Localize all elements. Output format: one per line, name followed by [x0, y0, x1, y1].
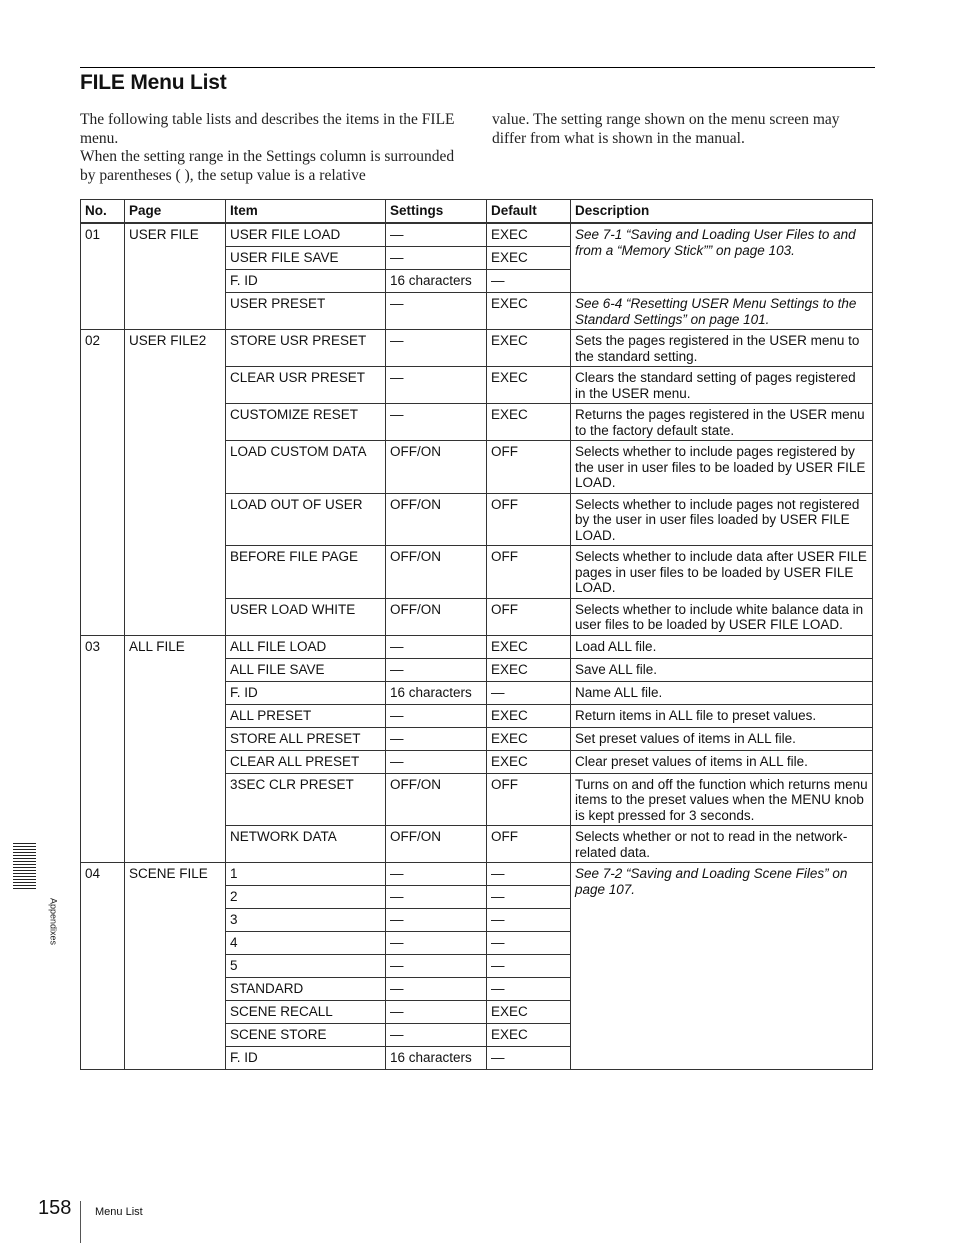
cell-item: 5 [226, 955, 386, 978]
table-row [81, 223, 873, 247]
file-menu-table [80, 199, 873, 1070]
cell-description: Selects whether to include white balance data in user files to be loaded by USER FILE LOAD. [571, 598, 873, 635]
cell-description: Sets the pages registered in the USER menu to the standard setting. [571, 330, 873, 367]
page-title: FILE Menu List [80, 71, 227, 94]
cell-description: Load ALL file. [571, 635, 873, 658]
cell-default: OFF [487, 493, 571, 546]
cell-settings: — [386, 367, 487, 404]
cell-default: OFF [487, 826, 571, 863]
header-description: Description [571, 200, 873, 224]
cell-default: OFF [487, 773, 571, 826]
cell-item: STORE ALL PRESET [226, 727, 386, 750]
cell-no: 02 [81, 330, 125, 636]
cell-settings: — [386, 330, 487, 367]
cell-item: LOAD CUSTOM DATA [226, 441, 386, 494]
cell-default: EXEC [487, 247, 571, 270]
cell-default: OFF [487, 546, 571, 599]
cell-description: Set preset values of items in ALL file. [571, 727, 873, 750]
cell-item: 3SEC CLR PRESET [226, 773, 386, 826]
cell-settings: 16 characters [386, 270, 487, 293]
cell-page: ALL FILE [125, 635, 226, 863]
cell-item: USER LOAD WHITE [226, 598, 386, 635]
cell-description: Name ALL file. [571, 681, 873, 704]
cell-description: Selects whether to include pages registered by the user in user files to be loaded by USER FILE LOAD. [571, 441, 873, 494]
cell-description: Turns on and off the function which returns menu items to the preset values when the MENU knob is kept pressed for 3 seconds. [571, 773, 873, 826]
header-no: No. [81, 200, 125, 224]
cell-default: — [487, 955, 571, 978]
cell-settings: — [386, 863, 487, 886]
cell-description-reference: See 7-1 “Saving and Loading User Files to and from a “Memory Stick”” on page 103. [571, 223, 873, 293]
header-default: Default [487, 200, 571, 224]
cell-default: — [487, 1047, 571, 1070]
cell-settings: — [386, 1001, 487, 1024]
table-row [81, 330, 873, 367]
cell-no: 03 [81, 635, 125, 863]
cell-description-reference: See 6-4 “Resetting USER Menu Settings to the Standard Settings” on page 101. [571, 293, 873, 330]
cell-item: ALL FILE SAVE [226, 658, 386, 681]
header-page: Page [125, 200, 226, 224]
cell-settings: — [386, 727, 487, 750]
cell-default: EXEC [487, 704, 571, 727]
cell-settings: — [386, 909, 487, 932]
cell-description: Return items in ALL file to preset values. [571, 704, 873, 727]
intro-paragraph: When the setting range in the Settings column is surrounded by parentheses ( ), the setup value is a relative [80, 148, 455, 184]
cell-item: CLEAR USR PRESET [226, 367, 386, 404]
header-settings: Settings [386, 200, 487, 224]
cell-default: — [487, 978, 571, 1001]
cell-settings: OFF/ON [386, 441, 487, 494]
cell-item: 2 [226, 886, 386, 909]
cell-item: SCENE RECALL [226, 1001, 386, 1024]
intro-left-column [80, 111, 470, 185]
cell-description-reference: See 7-2 “Saving and Loading Scene Files” on page 107. [571, 863, 873, 1070]
cell-default: EXEC [487, 330, 571, 367]
cell-settings: — [386, 293, 487, 330]
cell-item: F. ID [226, 681, 386, 704]
cell-page: USER FILE [125, 223, 226, 330]
cell-settings: — [386, 658, 487, 681]
cell-default: EXEC [487, 1024, 571, 1047]
cell-settings: — [386, 1024, 487, 1047]
cell-default: EXEC [487, 367, 571, 404]
cell-description: Clear preset values of items in ALL file. [571, 750, 873, 773]
table-header-row [81, 200, 873, 224]
cell-item: STORE USR PRESET [226, 330, 386, 367]
section-tab-marker [13, 843, 36, 889]
cell-settings: — [386, 886, 487, 909]
cell-item: F. ID [226, 1047, 386, 1070]
cell-default: OFF [487, 598, 571, 635]
cell-default: — [487, 681, 571, 704]
cell-item: STANDARD [226, 978, 386, 1001]
cell-default: EXEC [487, 1001, 571, 1024]
cell-description: Selects whether to include pages not registered by the user in user files loaded by USER FILE LOAD. [571, 493, 873, 546]
cell-default: — [487, 909, 571, 932]
cell-default: — [487, 863, 571, 886]
cell-description: Returns the pages registered in the USER menu to the factory default state. [571, 404, 873, 441]
cell-settings: — [386, 750, 487, 773]
cell-item: CLEAR ALL PRESET [226, 750, 386, 773]
cell-settings: OFF/ON [386, 826, 487, 863]
cell-description: Selects whether or not to read in the network-related data. [571, 826, 873, 863]
cell-no: 01 [81, 223, 125, 330]
cell-default: OFF [487, 441, 571, 494]
cell-page: USER FILE2 [125, 330, 226, 636]
cell-default: EXEC [487, 750, 571, 773]
table-body [81, 223, 873, 1070]
footer-divider [80, 1201, 81, 1243]
cell-settings: OFF/ON [386, 546, 487, 599]
cell-settings: — [386, 978, 487, 1001]
cell-no: 04 [81, 863, 125, 1070]
cell-settings: — [386, 223, 487, 247]
cell-settings: 16 characters [386, 1047, 487, 1070]
cell-item: USER FILE LOAD [226, 223, 386, 247]
cell-default: EXEC [487, 293, 571, 330]
cell-settings: — [386, 247, 487, 270]
cell-item: 4 [226, 932, 386, 955]
cell-item: USER PRESET [226, 293, 386, 330]
cell-settings: — [386, 955, 487, 978]
cell-item: 3 [226, 909, 386, 932]
cell-item: ALL FILE LOAD [226, 635, 386, 658]
cell-default: — [487, 886, 571, 909]
intro-right-column [492, 111, 877, 148]
cell-page: SCENE FILE [125, 863, 226, 1070]
cell-item: F. ID [226, 270, 386, 293]
cell-settings: 16 characters [386, 681, 487, 704]
cell-default: EXEC [487, 635, 571, 658]
cell-item: SCENE STORE [226, 1024, 386, 1047]
cell-default: EXEC [487, 658, 571, 681]
cell-description: Save ALL file. [571, 658, 873, 681]
cell-item: NETWORK DATA [226, 826, 386, 863]
cell-settings: OFF/ON [386, 598, 487, 635]
cell-settings: OFF/ON [386, 493, 487, 546]
cell-default: EXEC [487, 727, 571, 750]
cell-settings: — [386, 635, 487, 658]
intro-paragraph: The following table lists and describes the items in the FILE menu. [80, 111, 455, 147]
cell-settings: — [386, 704, 487, 727]
cell-default: — [487, 932, 571, 955]
section-side-label: Appendixes [48, 897, 59, 945]
top-rule [80, 67, 875, 68]
table-row [81, 863, 873, 886]
cell-description: Selects whether to include data after USER FILE pages in user files to be loaded by USER FILE LOAD. [571, 546, 873, 599]
cell-item: LOAD OUT OF USER [226, 493, 386, 546]
table-row [81, 635, 873, 658]
cell-settings: — [386, 404, 487, 441]
intro-paragraph: value. The setting range shown on the menu screen may differ from what is shown in the manual. [492, 111, 840, 147]
cell-default: EXEC [487, 404, 571, 441]
cell-description: Clears the standard setting of pages registered in the USER menu. [571, 367, 873, 404]
footer-section-label: Menu List [95, 1206, 143, 1218]
cell-item: CUSTOMIZE RESET [226, 404, 386, 441]
cell-item: 1 [226, 863, 386, 886]
header-item: Item [226, 200, 386, 224]
page-number: 158 [38, 1197, 72, 1219]
cell-default: — [487, 270, 571, 293]
cell-default: EXEC [487, 223, 571, 247]
cell-item: USER FILE SAVE [226, 247, 386, 270]
cell-settings: — [386, 932, 487, 955]
cell-settings: OFF/ON [386, 773, 487, 826]
cell-item: ALL PRESET [226, 704, 386, 727]
cell-item: BEFORE FILE PAGE [226, 546, 386, 599]
